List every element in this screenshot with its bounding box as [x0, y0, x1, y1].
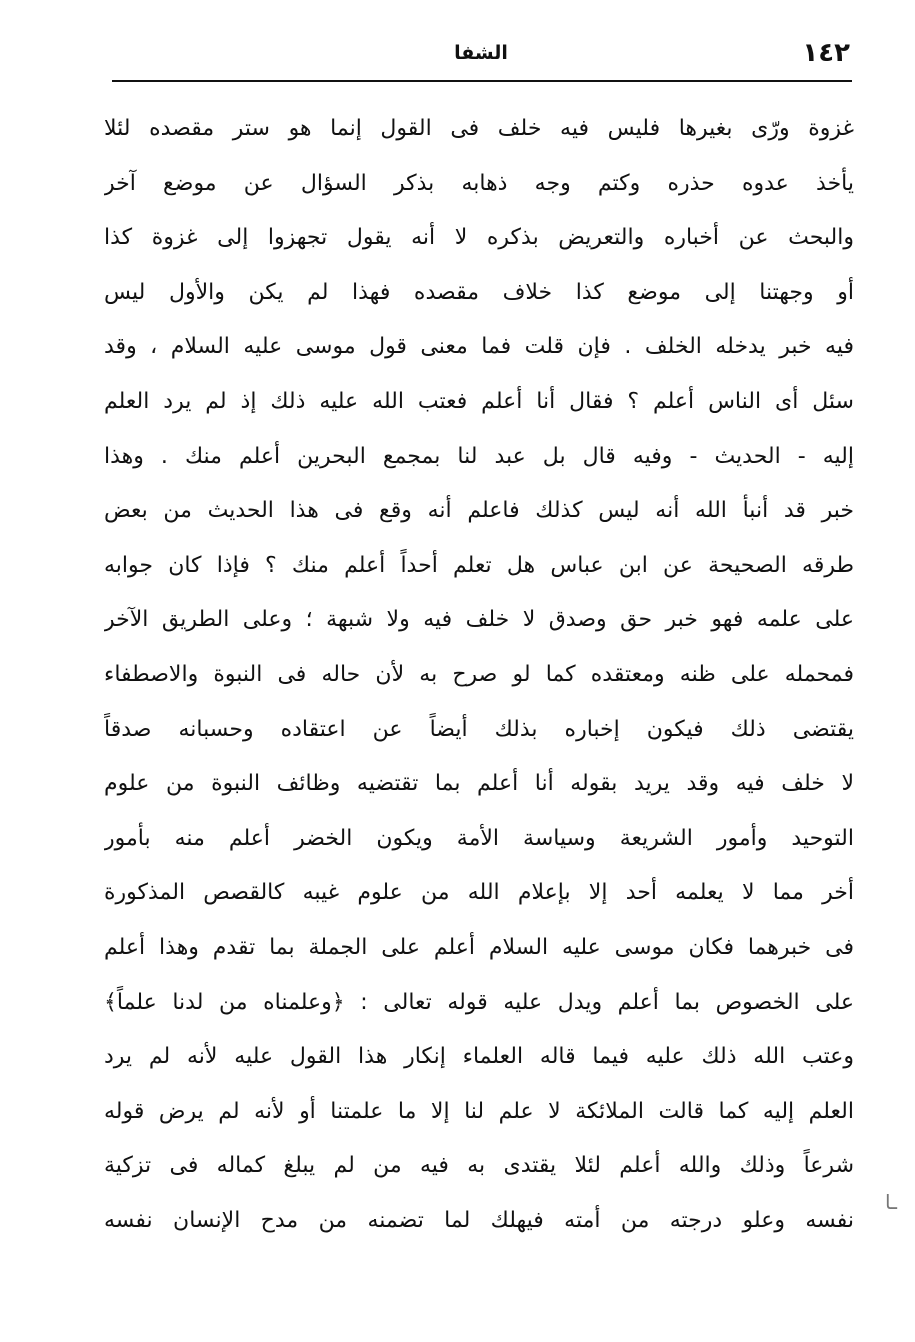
- text-line: غزوة ورّى بغيرها فليس فيه خلف فى القول إنما هو ستر مقصده لئلا: [104, 116, 854, 141]
- text-line: يأخذ عدوه حذره وكتم وجه ذهابه بذكر السؤال عن موضع آخر: [104, 170, 854, 196]
- text-line: لا خلف فيه وقد يريد بقوله أنا أعلم بما تقتضيه وظائف النبوة من علوم: [104, 771, 854, 797]
- page-number: ١٤٢: [802, 38, 850, 68]
- text-line: إليه - الحديث - وفيه قال بل عبد لنا بمجمع البحرين أعلم منك . وهذا: [104, 443, 854, 469]
- text-line: طرقه الصحيحة عن ابن عباس هل تعلم أحداً أعلم منك ؟ فإذا كان جوابه: [104, 552, 854, 578]
- text-line: فيه خبر يدخله الخلف . فإن قلت فما معنى قول موسى عليه السلام ، وقد: [104, 334, 854, 360]
- text-line: والبحث عن أخباره والتعريض بذكره لا أنه يقول تجهزوا إلى غزوة كذا: [104, 225, 854, 251]
- text-line: على الخصوص بما أعلم ويدل عليه قوله تعالى : ﴿وعلمناه من لدنا علماً﴾: [104, 989, 854, 1015]
- header-divider: [112, 80, 852, 82]
- text-line: أخر مما لا يعلمه أحد إلا بإعلام الله من علوم غيبه كالقصص المذكورة: [104, 880, 854, 906]
- text-line: خبر قد أنبأ الله أنه ليس كذلك فاعلم أنه وقع فى هذا الحديث من بعض: [104, 498, 854, 524]
- page-header: [112, 34, 850, 74]
- text-line: فمحمله على ظنه ومعتقده كما لو صرح به لأن حاله فى النبوة والاصطفاء: [104, 661, 854, 687]
- margin-mark: ـا: [885, 1190, 897, 1214]
- text-line: يقتضى ذلك فيكون إخباره بذلك أيضاً عن اعتقاده وحسبانه صدقاً: [104, 716, 854, 742]
- text-line: شرعاً وذلك والله أعلم لئلا يقتدى به فيه من لم يبلغ كماله فى تزكية: [104, 1153, 854, 1179]
- body-text: [104, 102, 854, 1248]
- text-line: العلم إليه كما قالت الملائكة لا علم لنا إلا ما علمتنا أو لأنه لم يرض قوله: [104, 1098, 854, 1124]
- text-line: وعتب الله ذلك عليه فيما قاله العلماء إنكار هذا القول عليه لأنه لم يرد: [104, 1044, 854, 1070]
- text-line: أو وجهتنا إلى موضع كذا خلاف مقصده فهذا لم يكن والأول ليس: [104, 279, 854, 305]
- running-title: الشفا: [454, 42, 508, 64]
- text-line: على علمه فهو خبر حق وصدق لا خلف فيه ولا شبهة ؛ وعلى الطريق الآخر: [104, 607, 854, 633]
- text-line: نفسه وعلو درجته من أمته فيهلك لما تضمنه من مدح الإنسان نفسه: [104, 1207, 854, 1233]
- text-line: سئل أى الناس أعلم ؟ فقال أنا أعلم فعتب الله عليه ذلك إذ لم يرد العلم: [104, 388, 854, 414]
- text-line: التوحيد وأمور الشريعة وسياسة الأمة ويكون الخضر أعلم منه بأمور: [104, 825, 854, 851]
- text-line: فى خبرهما فكان موسى عليه السلام أعلم على الجملة بما تقدم وهذا أعلم: [104, 934, 854, 960]
